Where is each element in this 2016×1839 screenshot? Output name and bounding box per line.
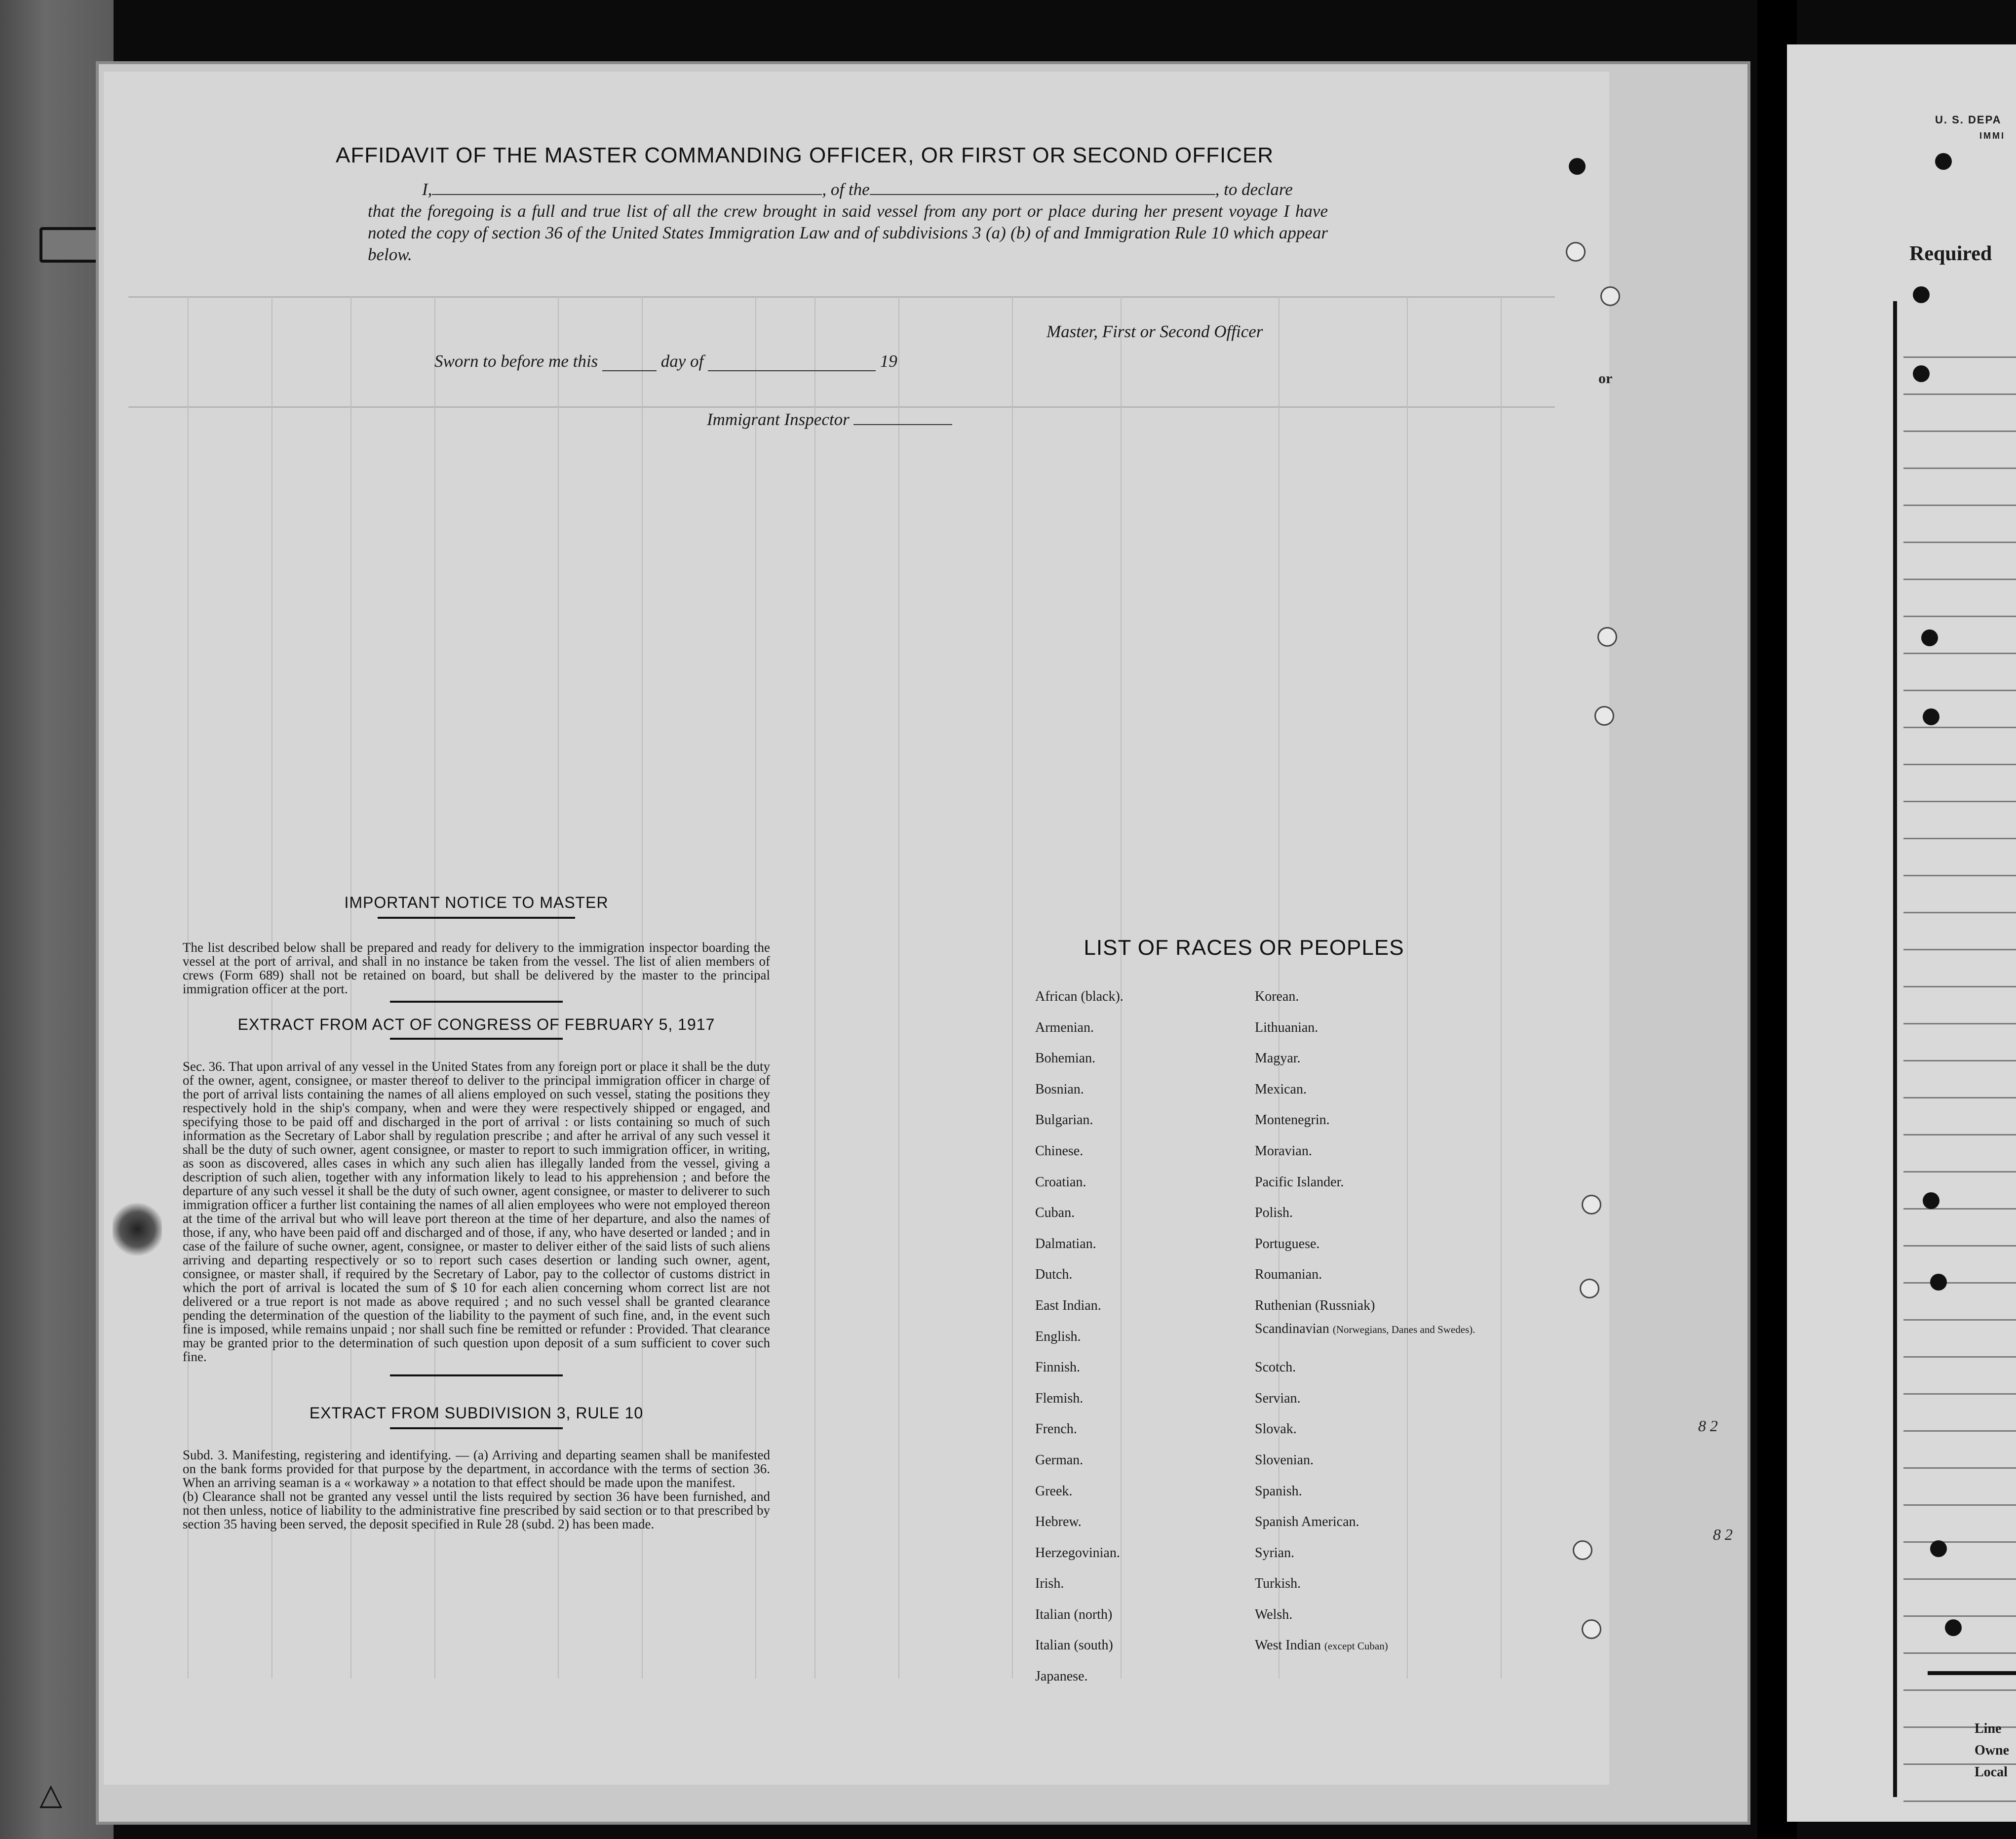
race-item: Magyar. [1255,1051,1301,1066]
race-item: Pacific Islander. [1255,1174,1344,1190]
race-item: Spanish. [1255,1483,1302,1499]
race-item: Slovak. [1255,1421,1297,1437]
punch-hole-icon [1594,706,1614,726]
race-item: Chinese. [1035,1143,1084,1159]
race-item: East Indian. [1035,1297,1101,1313]
divider [390,1427,563,1429]
sworn-line [434,352,897,371]
race-item: Slovenian. [1255,1452,1314,1468]
race-note: (Norwegians, Danes and Swedes). [1332,1323,1475,1335]
race-item: Mexican. [1255,1081,1307,1097]
race-item: Scotch. [1255,1360,1296,1375]
side-subheader: IMMI [1979,131,2005,141]
race-item: Irish. [1035,1576,1064,1592]
punch-hole-icon [1582,1619,1601,1639]
race-item: French. [1035,1421,1077,1437]
race-item: Korean. [1255,989,1299,1004]
race-item: Hebrew. [1035,1514,1082,1530]
race-item: Servian. [1255,1390,1301,1406]
race-item: Bosnian. [1035,1081,1084,1097]
punch-hole-icon [1913,365,1930,382]
affidavit-title: AFFIDAVIT OF THE MASTER COMMANDING OFFICER, OR FIRST OR SECOND OFFICER [336,143,1274,167]
divider [390,1374,563,1376]
divider [378,917,575,919]
punch-hole-icon [1913,286,1930,303]
race-item: Dutch. [1035,1267,1073,1283]
punch-hole-icon [1566,242,1586,262]
day-of-label: day of [660,352,704,371]
punch-hole-icon [1923,708,1939,725]
race-item: Armenian. [1035,1019,1094,1035]
race-item: Italian (south) [1035,1638,1113,1653]
side-row-lines [1903,321,2016,1802]
affidavit-body [368,179,1328,266]
side-footer-line: Owne [1975,1743,2009,1758]
divider [390,1038,563,1040]
race-item-west-indian [1255,1630,1475,1662]
notice-title: IMPORTANT NOTICE TO MASTER [344,894,609,911]
race-item: Portuguese. [1255,1236,1320,1252]
inspector-signature-field[interactable] [853,424,952,425]
act-text: Sec. 36. That upon arrival of any vessel in the United States from any foreign port or place it shall be the duty of the owner, agent, consignee, or master thereof to deliver to the principal immigration officer in charge of the port of arrival lists containing the names of all aliens employed on such vessel, stating the positions they respectively hold in the ship's company, when and were they were respectively shipped or engaged, and specifying those to be paid off and discharged in the port of arrival : or lists containing so much of such information as the Secretary of Labor shall by regulation prescribe ; and after he arrival of any such vessel it shall be the duty of such owner, agent consignee, or master to report to such immigration officer, in writing, as soon as discovered, alles cases in which any such alien has illegally landed from the vessel, giving a description of such alien, together with any information likely to lead to his apprehension ; and before the departure of any such vessel it shall be the duty of such owner, agent consignee, or master to deliverer to such immigration officer a further list containing the names of all alien employees who were not employed thereon at the time of the arrival but who will leave port thereon at the time of her departure, and also the names of those, if any, who have been paid off and discharged and of those, if any, who have deserted or landed ; and in case of the failure of suche owner, agent, consignee, or master to deliver either of the said lists of such aliens arriving and departing respectively or so to report such cases desertion or landing such owner, agent, consignee, or master shall, if required by the Secretary of Labor, pay to the collector of customs district in which the port of arrival is located the sum of $ 10 for each alien concerning whom correct list are not delivered or a true report is not made as above required ; and no such vessel shall be granted clearance pending the determination of the question of the liability to the payment of such fine, and, in the event such fine is imposed, while remains unpaid ; nor shall such fine be remitted or refunder : Provided. That clearance may be granted prior to the determination of such question upon deposit of a sum sufficient to cover such fine. [183,1059,770,1364]
race-item: Dalmatian. [1035,1236,1096,1252]
side-header: U. S. DEPA [1935,114,2002,126]
triangle-mark-icon: △ [39,1777,63,1812]
race-item: Croatian. [1035,1174,1086,1190]
adjacent-page [1787,44,2016,1822]
race-item: Herzegovinian. [1035,1545,1120,1561]
punch-hole-icon [1921,629,1938,646]
race-item: Finnish. [1035,1360,1081,1375]
punch-hole-icon [1569,158,1586,175]
race-item: Moravian. [1255,1143,1312,1159]
punch-hole-icon [1923,1192,1939,1209]
punch-hole-icon [1930,1540,1947,1557]
side-footer-line: Local [1975,1764,2008,1780]
scanner-background-left [0,0,114,1839]
punch-hole-icon [1582,1195,1601,1214]
affidavit-i: I, [422,180,432,199]
race-item: Bohemian. [1035,1051,1096,1066]
races-title: LIST OF RACES OR PEOPLES [1084,936,1404,960]
race-item: Roumanian. [1255,1267,1322,1283]
race-item: African (black). [1035,989,1124,1004]
affidavit-to-declare: , to declare [1215,180,1293,199]
margin-or: or [1598,370,1613,387]
name-field[interactable] [432,194,822,195]
punch-hole-icon [1573,1540,1592,1560]
divider [390,1001,563,1003]
rule10-title: EXTRACT FROM SUBDIVISION 3, RULE 10 [309,1404,644,1422]
race-item: Italian (north) [1035,1606,1113,1622]
race-item: Bulgarian. [1035,1112,1093,1128]
margin-note: 8 2 [1698,1417,1718,1435]
inspector-label: Immigrant Inspector [707,410,850,429]
left-column [183,894,770,1531]
inspector-line [707,410,952,430]
side-required-label: Required [1909,242,1992,265]
race-item: Lithuanian. [1255,1019,1318,1035]
signature-label: Master, First or Second Officer [1047,322,1263,341]
race-item: Ruthenian (Russniak) [1255,1297,1375,1313]
rule10-text-a: Subd. 3. Manifesting, registering and identifying. — (a) Arriving and departing seamen shall be manifested on the bank forms provided for that purpose by the department, in accordance with the terms of section 36. When an arriving seaman is a « workaway » a notation to that effect should be made upon the manifest. [183,1448,770,1490]
side-footer-line: Line [1975,1721,2002,1736]
race-item-scandinavian [1255,1322,1475,1353]
race-item: English. [1035,1329,1081,1344]
side-footer-bar [1928,1671,2016,1675]
punch-hole-icon [1930,1274,1947,1291]
side-rule [1893,301,1897,1797]
race-item: West Indian [1255,1638,1321,1653]
month-field[interactable] [708,370,876,371]
margin-note: 8 2 [1713,1526,1733,1543]
punch-hole-icon [1600,286,1620,306]
punch-hole-icon [1945,1619,1962,1636]
race-item: Greek. [1035,1483,1073,1499]
affidavit-text: that the foregoing is a full and true list of all the crew brought in said vessel from any port or place during her present voyage I have noted the copy of section 36 of the United States Immigration Law and of subdivisions 3 (a) (b) of and Immigration Rule 10 which appear below. [368,201,1328,264]
sworn-label: Sworn to before me this [434,352,598,371]
race-item: Turkish. [1255,1576,1301,1592]
race-item: Japanese. [1035,1669,1088,1684]
punch-hole-icon [1597,627,1617,647]
race-item: Scandinavian [1255,1321,1329,1336]
race-item: Syrian. [1255,1545,1295,1561]
race-item: German. [1035,1452,1084,1468]
notice-text: The list described below shall be prepared and ready for delivery to the immigration inspector boarding the vessel at the port of arrival, and shall in no instance be taken from the vessel. The list of alien members of crews (Form 689) shall not be retained on board, but shall be delivered by the master to the principal immigration officer at the port. [183,940,770,996]
punch-hole-icon [1935,153,1952,170]
act-title: EXTRACT FROM ACT OF CONGRESS OF FEBRUARY 5, 1917 [237,1016,715,1033]
race-item: Montenegrin. [1255,1112,1330,1128]
race-item: Flemish. [1035,1390,1084,1406]
races-column-1 [1035,981,1124,1692]
punch-hole-icon [1580,1279,1599,1298]
vessel-field[interactable] [870,194,1215,195]
races-column-2 [1255,981,1475,1662]
side-footer [1975,1718,2009,1783]
race-item: Cuban. [1035,1205,1075,1221]
race-item: Spanish American. [1255,1514,1359,1530]
affidavit-of-the: , of the [822,180,870,199]
race-item: Polish. [1255,1205,1293,1221]
ink-blot [113,1200,162,1259]
sworn-date-field[interactable] [602,370,657,371]
year-label: 19 [880,352,897,371]
race-note: (except Cuban) [1324,1640,1388,1652]
rule10-text-b: (b) Clearance shall not be granted any vessel until the lists required by section 36 have been furnished, and not then unless, notice of liability to the administrative fine prescribed by said section or to that prescribed by section 35 having been served, the deposit specified in Rule 28 (subd. 2) has been made. [183,1489,770,1531]
race-item: Welsh. [1255,1606,1293,1622]
